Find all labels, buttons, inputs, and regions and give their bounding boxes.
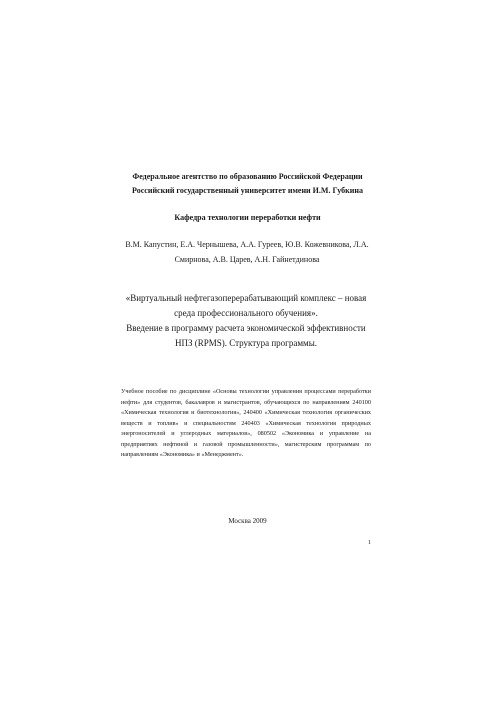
title-line-1: «Виртуальный нефтегазоперерабатывающий комплекс – новая	[125, 293, 367, 303]
title-line-3: Введение в программу расчета экономической эффективности	[126, 323, 366, 333]
organization-header	[100, 170, 395, 197]
document-title	[110, 291, 382, 351]
page-number: 1	[368, 540, 371, 546]
title-line-2: среда профессионального обучения».	[174, 308, 318, 318]
department-line: Кафедра технологии переработки нефти	[174, 213, 321, 222]
authors-line-2: Смирнова, А.В. Царев, А.Н. Гайнетдинова	[174, 254, 320, 264]
university-line: Российский государственный университет имени И.М. Губкина	[132, 185, 363, 195]
title-line-4: НПЗ (RPMS). Структура программы.	[174, 338, 318, 348]
authors-block	[112, 238, 382, 267]
authors-line-1: В.М. Капустин, Е.А. Чернышева, А.А. Гуреев, Ю.В. Кожевникова, Л.А.	[125, 240, 369, 249]
ministry-line: Федеральное агентство по образованию Российской Федерации	[132, 172, 363, 181]
city-year: Москва 2009	[228, 517, 267, 525]
description-paragraph: Учебное пособие по дисциплине «Основы технологии управления процессами переработки нефти» для студентов, бакалавров и магистрантов, обучающихся по направлениям 240100 «Химическая технология и биотехнология», 240400 «Химическая технология органических веществ и топлив» и специальностям 240403 «Химическая технология природных энергоносителей и углеродных материалов», 080502 «Экономика и управление на предприятиях нефтяной и газовой промышленности», магистерским программам по направлениям «Экономика» и «Менеджмент».	[121, 388, 371, 458]
